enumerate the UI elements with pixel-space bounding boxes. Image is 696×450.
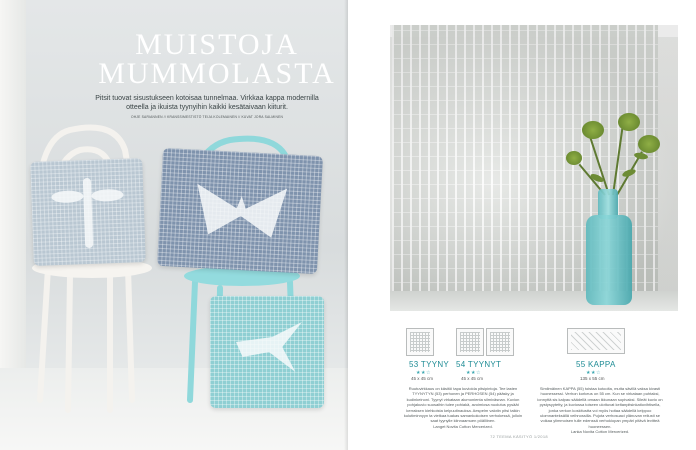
difficulty-stars-53: ★★☆ xyxy=(416,370,431,376)
pattern-thumbnail-53 xyxy=(406,328,434,356)
item-size-55: 135 x 55 cm xyxy=(580,376,605,381)
item-size-54: 45 x 45 cm xyxy=(461,376,484,381)
window-sill xyxy=(390,291,678,311)
difficulty-stars-55: ★★☆ xyxy=(586,370,601,376)
pillow-dragonfly xyxy=(30,158,146,266)
body-text-left xyxy=(400,386,526,429)
pattern-thumbnail-55 xyxy=(567,328,625,354)
item-size-53: 45 x 45 cm xyxy=(411,376,434,381)
curtain-photo xyxy=(390,25,678,311)
article-title xyxy=(92,30,342,88)
flower-head xyxy=(618,113,640,131)
difficulty-stars-54: ★★☆ xyxy=(466,370,481,376)
yarn-note-right: Lanka Novita Cotton Mercerized. xyxy=(570,429,630,435)
flower-head xyxy=(566,151,582,165)
item-number-53: 53 TYYNY xyxy=(409,360,450,369)
flower-head xyxy=(638,135,660,153)
title-line-2: MUMMOLASTA xyxy=(98,57,336,90)
title-line-1: MUISTOJA xyxy=(135,28,299,61)
pattern-thumbnail-54b xyxy=(486,328,514,356)
item-number-54: 54 TYYNYT xyxy=(456,360,502,369)
body-left-paragraph: Ruutuvirkkaus on käsitöi tapa kuvioida pitsipintoja. Tee lasten TYYNYTYN (53) perhonen ja PERHOSEN (54) pääsky ja kudinkeinoni. Tyynyt virkataan alumonienta silmiväsnan. Kuvion pohjakuvio suosaihin tulee pohiakä, avoimiosa nuolutus pysäät kerraksen kiehkoista kelpuutinauksa. Aespelm valotin pitsi taikin kulutiminnyyn ta vietkaa tuakas samankokoisen verhokessä, jolloin saat tyynylle kiinnaamuen pöälliinen. xyxy=(403,386,523,424)
pillow-swallow xyxy=(210,296,324,408)
page-folio: 72 TEEMA KÄSITYÖ 1/2018 xyxy=(490,434,548,439)
turquoise-vase xyxy=(586,215,632,305)
pattern-thumbnail-54a xyxy=(456,328,484,356)
right-page xyxy=(348,0,696,450)
pillow-butterfly xyxy=(157,148,323,274)
flower-head xyxy=(582,121,604,139)
item-number-55: 55 KAPPA xyxy=(576,360,616,369)
body-text-right xyxy=(536,386,664,435)
window-light xyxy=(390,25,678,311)
credits-line: OHJE SARIANNEN // KRANSSIMESTISTÖ TEIJA KOLEMAINEN // KUVAT JORA SALMINEN xyxy=(130,115,284,119)
body-right-paragraph: Simlimäinen KAPPA (55) toistaa kotoolta, mutta sävillä vaksa kivasti huonessessi. Verhon korkeus on 55 cm. Kun se virkataan puhtaksi, ionnyttä sis kalpau säädellä omaan ikkunaan sopivaksi. Sileät kuvio on pystysyytetty, ja kuviossa toiseen ulottuvat keltanpitsinkatiovihtisella, jonka verkon koskitustta voi myös hoitaa säädellä kelppoo ulomnanteksällä veihnossilla. Pujota verhosuaci ylänuvan reilusti se voikaa ylimmoisen tulle edenssä verhokiopan ympäri pitävä levitteä huoneessen. xyxy=(537,386,663,429)
yarn-note-left: Langet Novita Cotton Mercerized. xyxy=(433,423,493,429)
lead-paragraph: Pitsit tuovat sisustukseen kotoisaa tunnelmaa. Virkkaa kappa modernilla otteella ja ikuista tyynyihin kaikki kesätaivaan kiiturit. xyxy=(95,95,319,111)
